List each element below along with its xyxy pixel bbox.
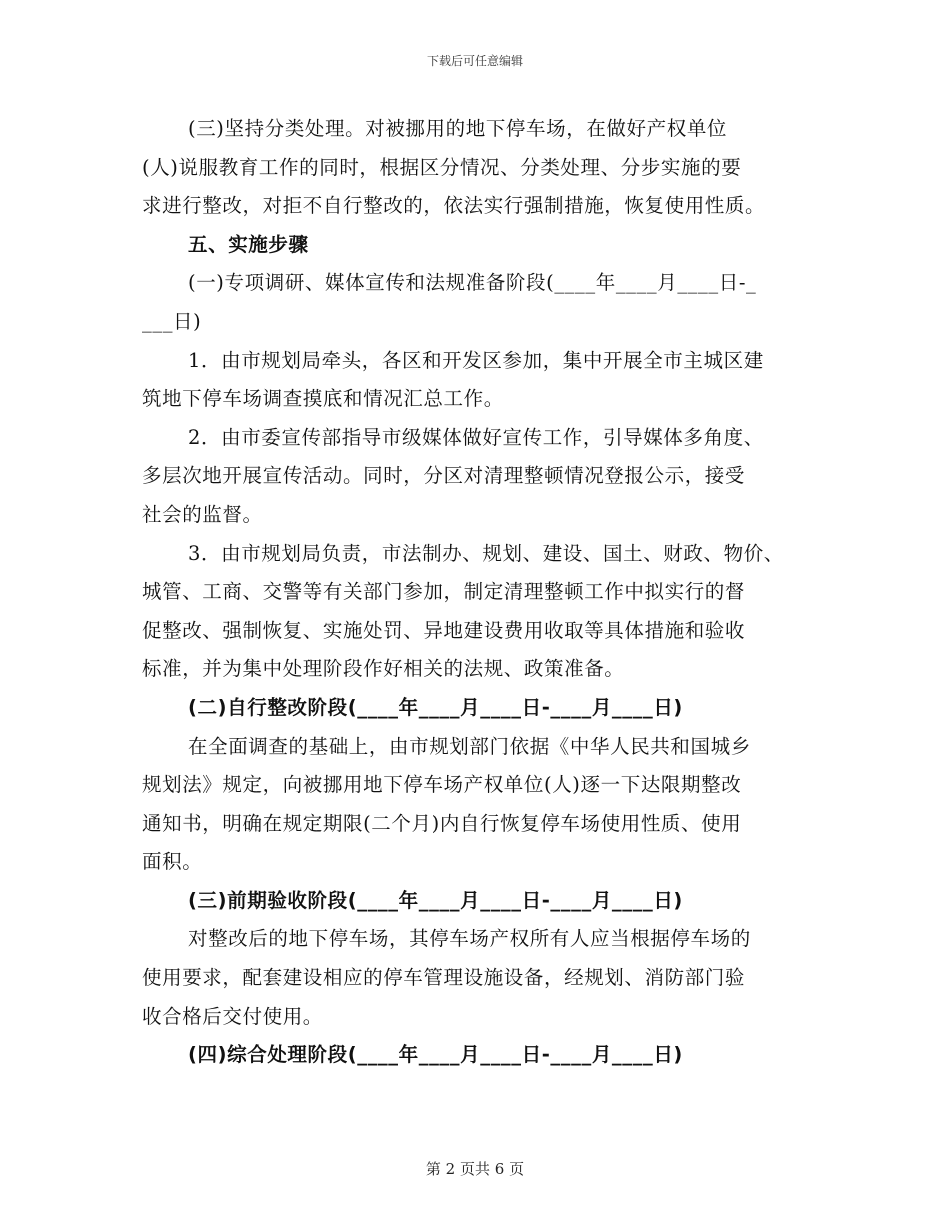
paragraph-line: 2．由市委宣传部指导市级媒体做好宣传工作，引导媒体多角度、 (188, 425, 764, 449)
paragraph-line: 面积。 (142, 850, 203, 874)
section-heading: 五、实施步骤 (188, 232, 309, 256)
paragraph-line: 促整改、强制恢复、实施处罚、异地建设费用收取等具体措施和验收 (142, 618, 746, 642)
paragraph-line: (一)专项调研、媒体宣传和法规准备阶段(____年____月____日-_ (188, 271, 757, 295)
subsection-heading: (三)前期验收阶段(____年____月____日-____月____日) (188, 888, 683, 912)
paragraph-line: 多层次地开展宣传活动。同时，分区对清理整顿情况登报公示，接受 (142, 464, 746, 488)
document-body (142, 110, 822, 1075)
paragraph-line: 求进行整改，对拒不自行整改的，依法实行强制措施，恢复使用性质。 (142, 194, 766, 218)
paragraph-line: 3．由市规划局负责，市法制办、规划、建设、国土、财政、物价、 (188, 541, 784, 565)
paragraph-line: 规划法》规定，向被挪用地下停车场产权单位(人)逐一下达限期整改 (142, 773, 742, 797)
paragraph-line: (三)坚持分类处理。对被挪用的地下停车场，在做好产权单位 (188, 117, 728, 140)
paragraph-line: 对整改后的地下停车场，其停车场产权所有人应当根据停车场的 (188, 927, 751, 951)
page-footer: 第 2 页共 6 页 (425, 1160, 525, 1178)
paragraph-line: 社会的监督。 (142, 502, 263, 526)
paragraph-line: 1．由市规划局牵头，各区和开发区参加，集中开展全市主城区建 (188, 348, 764, 372)
paragraph-line: 通知书，明确在规定期限(二个月)内自行恢复停车场使用性质、使用 (142, 811, 742, 835)
subsection-heading: (四)综合处理阶段(____年____月____日-____月____日) (188, 1043, 683, 1067)
paragraph-line: ___日) (142, 309, 202, 333)
paragraph-line: 城管、工商、交警等有关部门参加，制定清理整顿工作中拟实行的督 (142, 580, 746, 604)
page-header: 下载后可任意编辑 (426, 54, 523, 68)
paragraph-line: 筑地下停车场调查摸底和情况汇总工作。 (142, 387, 504, 411)
paragraph-line: 在全面调查的基础上，由市规划部门依据《中华人民共和国城乡 (188, 734, 751, 758)
paragraph-line: 收合格后交付使用。 (142, 1004, 323, 1028)
paragraph-line: 使用要求，配套建设相应的停车管理设施设备，经规划、消防部门验 (142, 966, 746, 990)
paragraph-line: (人)说服教育工作的同时，根据区分情况、分类处理、分步实施的要 (142, 155, 742, 179)
paragraph-line: 标准，并为集中处理阶段作好相关的法规、政策准备。 (142, 657, 625, 681)
subsection-heading: (二)自行整改阶段(____年____月____日-____月____日) (188, 695, 683, 719)
